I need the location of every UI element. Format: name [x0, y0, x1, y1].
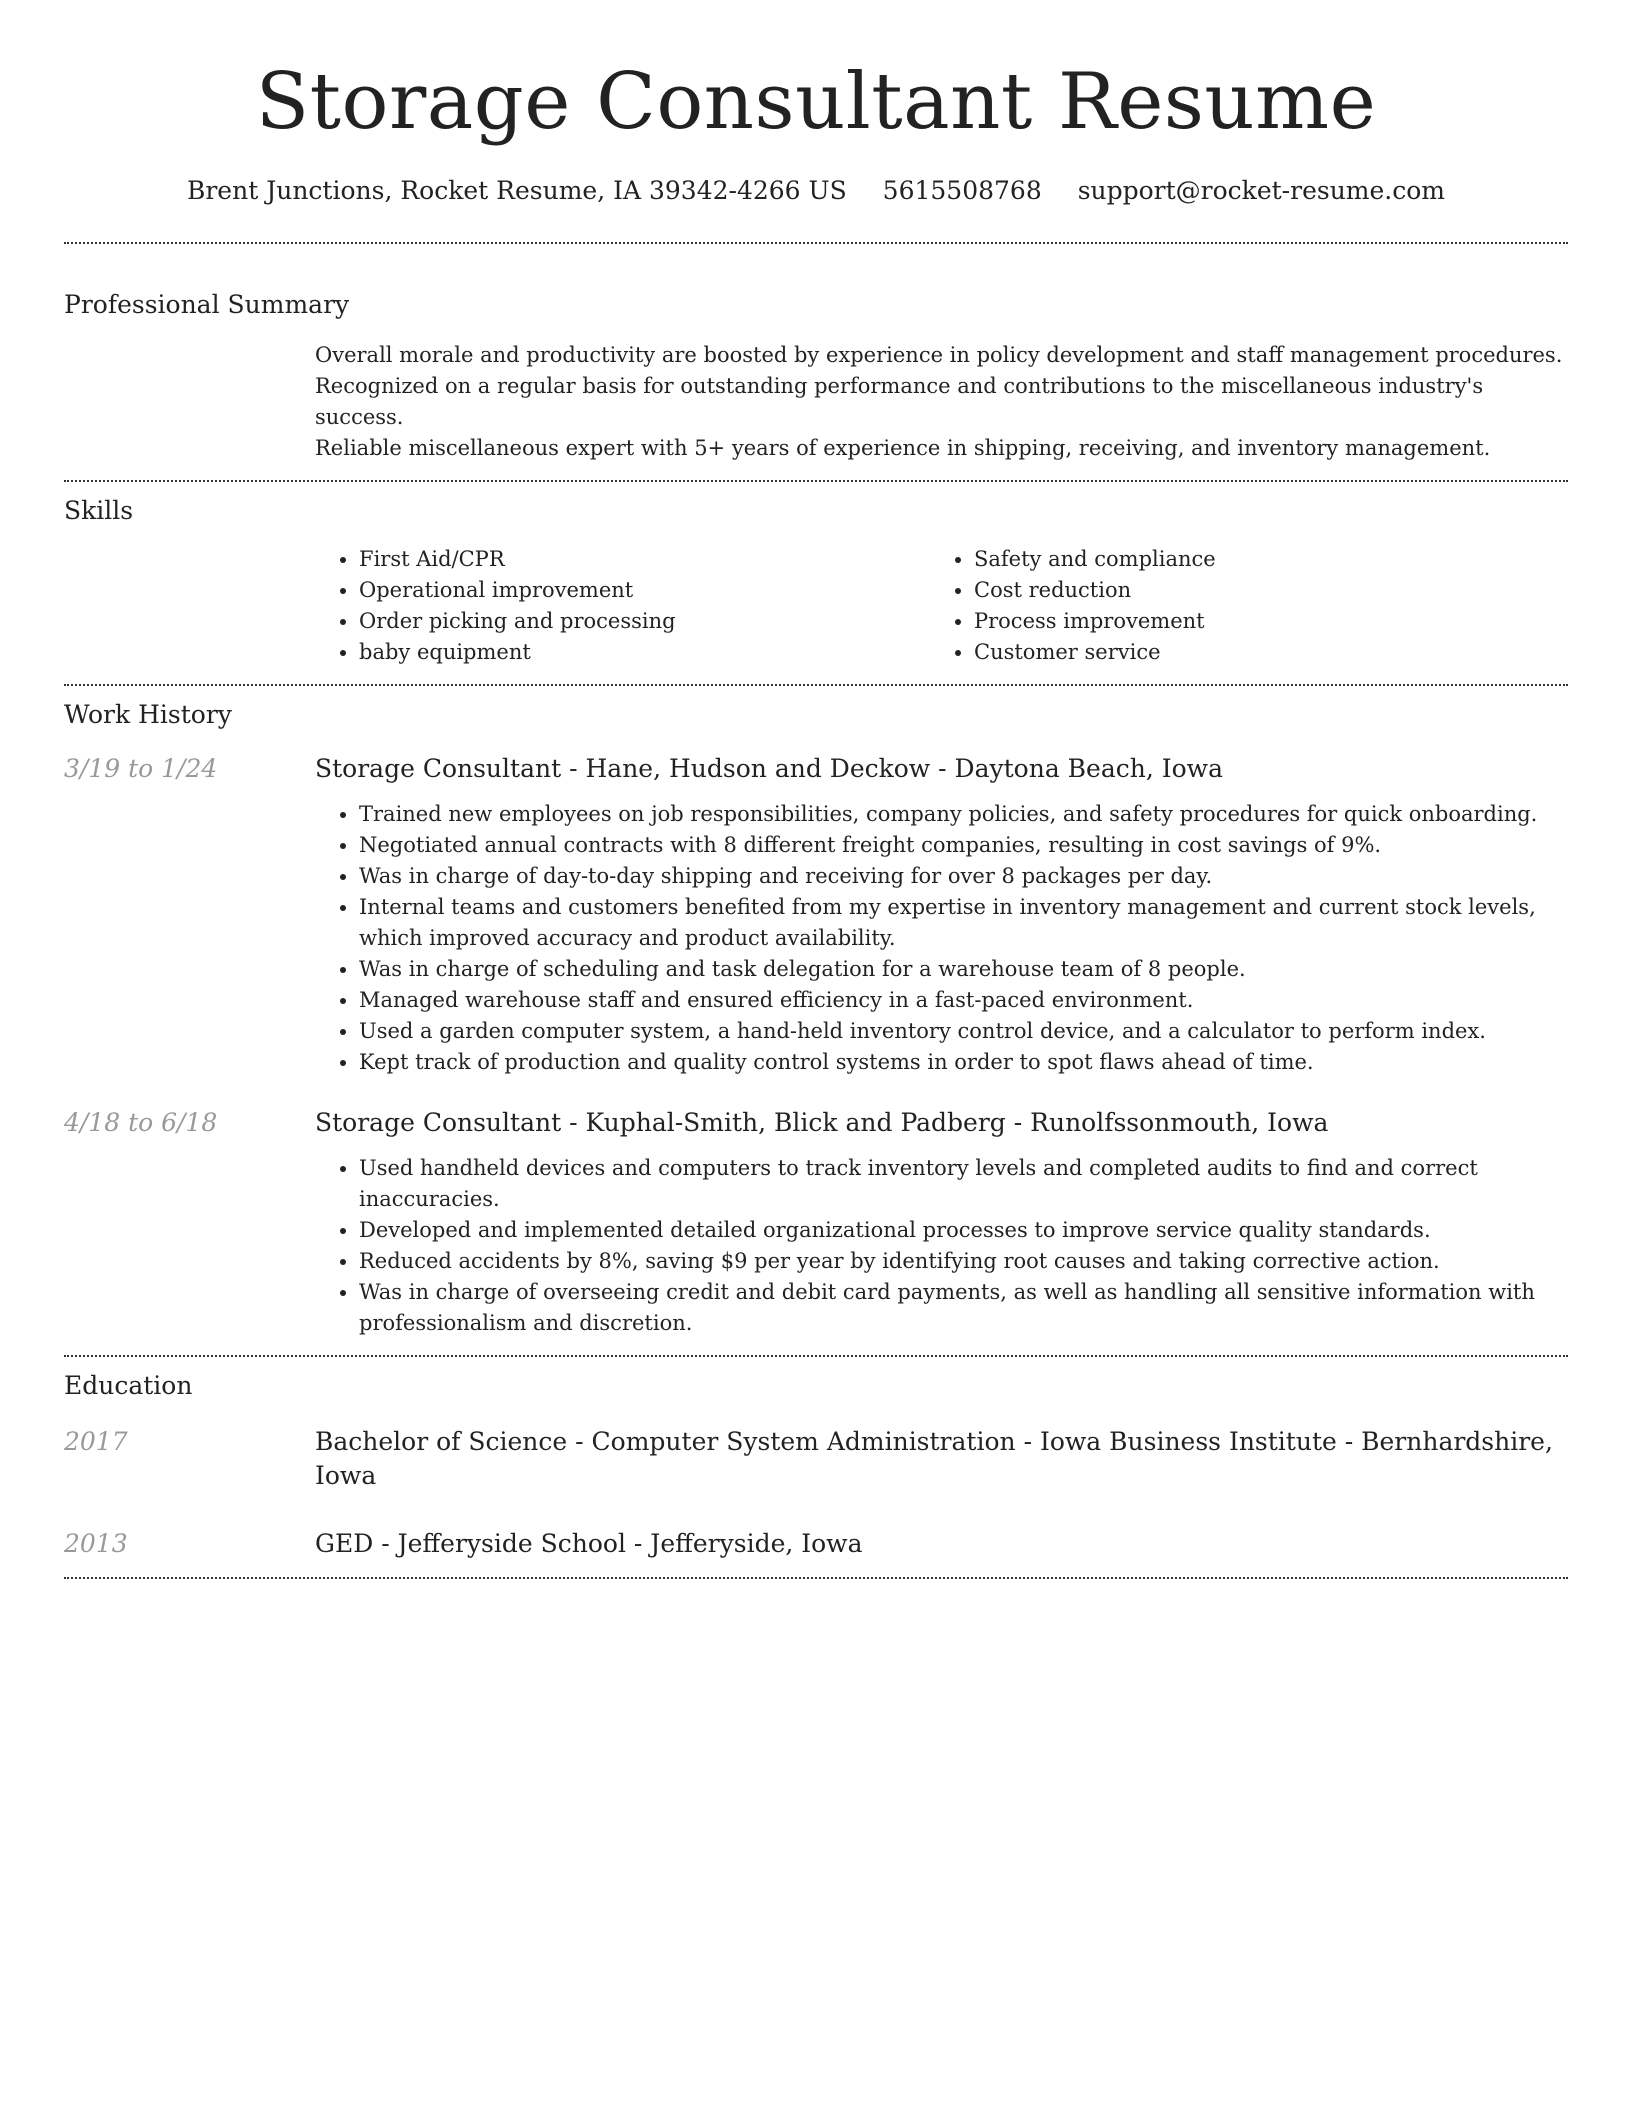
job-bullet: • Kept track of production and quality control systems in order to spot flaws ahead of time.	[359, 1047, 1568, 1078]
contact-phone: 5615508768	[882, 176, 1042, 205]
skill-item: • First Aid/CPR	[359, 544, 930, 575]
work-section	[64, 698, 1568, 1355]
skill-item: • baby equipment	[359, 637, 930, 668]
resume-page	[64, 0, 1568, 1579]
divider	[64, 242, 1568, 244]
job-bullet: • Reduced accidents by 8%, saving $9 per year by identifying root causes and taking corrective action.	[359, 1246, 1568, 1277]
job-date: 4/18 to 6/18	[64, 1108, 218, 1137]
education-entry	[64, 1425, 1568, 1493]
resume-title: Storage Consultant Resume	[255, 57, 1377, 147]
skill-item: • Process improvement	[974, 606, 1545, 637]
summary-heading: Professional Summary	[64, 290, 350, 319]
education-entry	[64, 1527, 1568, 1561]
divider	[64, 480, 1568, 482]
skill-item: • Customer service	[974, 637, 1545, 668]
summary-line: Recognized on a regular basis for outstanding performance and contributions to the miscellaneous industry's success.	[315, 374, 1484, 429]
divider	[64, 1355, 1568, 1357]
contact-line	[64, 174, 1568, 208]
job-employer: - Hane, Hudson and Deckow - Daytona Beach, Iowa	[561, 754, 1223, 783]
skills-grid	[315, 544, 1568, 668]
job-bullets	[315, 799, 1568, 1078]
job-bullet: • Developed and implemented detailed organizational processes to improve service quality standards.	[359, 1215, 1568, 1246]
education-school: - Iowa Business Institute - Bernhardshire, Iowa	[315, 1427, 1553, 1490]
job-role: Storage Consultant	[315, 1108, 562, 1137]
summary-line: Overall morale and productivity are boosted by experience in policy development and staff management procedures.	[315, 343, 1563, 367]
job-bullet: • Internal teams and customers benefited from my expertise in inventory management and current stock levels, which improved accuracy and product availability.	[359, 892, 1568, 954]
job-bullet: • Was in charge of overseeing credit and debit card payments, as well as handling all sensitive information with professionalism and discretion.	[359, 1277, 1568, 1339]
skills-list-left	[315, 544, 930, 668]
skills-heading: Skills	[64, 496, 134, 525]
job-bullet: • Used handheld devices and computers to track inventory levels and completed audits to find and correct inaccuracies.	[359, 1153, 1568, 1215]
skills-list-right	[930, 544, 1545, 668]
skill-item: • Order picking and processing	[359, 606, 930, 637]
work-heading: Work History	[64, 700, 232, 729]
job-heading	[315, 752, 1568, 786]
skills-section	[64, 494, 1568, 668]
job-employer: - Kuphal-Smith, Blick and Padberg - Runolfssonmouth, Iowa	[561, 1108, 1329, 1137]
job-heading	[315, 1106, 1568, 1140]
job-bullet: • Was in charge of scheduling and task delegation for a warehouse team of 8 people.	[359, 954, 1568, 985]
skill-item: • Safety and compliance	[974, 544, 1545, 575]
education-heading: Education	[64, 1371, 193, 1400]
job-content	[315, 752, 1568, 1078]
education-content	[315, 1527, 863, 1561]
summary-line: Reliable miscellaneous expert with 5+ years of experience in shipping, receiving, and inventory management.	[315, 436, 1491, 460]
education-date: 2017	[64, 1427, 128, 1456]
job-entry	[64, 1106, 1568, 1355]
contact-address: Brent Junctions, Rocket Resume, IA 39342-4266 US	[186, 176, 847, 205]
divider	[64, 1577, 1568, 1579]
education-degree: Bachelor of Science - Computer System Administration	[315, 1427, 1016, 1456]
job-bullets	[315, 1153, 1568, 1339]
education-degree: GED	[315, 1529, 374, 1558]
job-role: Storage Consultant	[315, 754, 562, 783]
job-bullet: • Negotiated annual contracts with 8 different freight companies, resulting in cost savings of 9%.	[359, 830, 1568, 861]
job-entry	[64, 752, 1568, 1078]
contact-email: support@rocket-resume.com	[1077, 176, 1445, 205]
job-bullet: • Used a garden computer system, a hand-held inventory control device, and a calculator to perform index.	[359, 1016, 1568, 1047]
education-date: 2013	[64, 1529, 128, 1558]
skill-item: • Operational improvement	[359, 575, 930, 606]
divider	[64, 684, 1568, 686]
job-date: 3/19 to 1/24	[64, 754, 218, 783]
job-bullet: • Was in charge of day-to-day shipping and receiving for over 8 packages per day.	[359, 861, 1568, 892]
summary-section	[64, 288, 1568, 464]
education-content	[315, 1425, 1568, 1493]
job-bullet: • Trained new employees on job responsibilities, company policies, and safety procedures for quick onboarding.	[359, 799, 1568, 830]
job-bullet: • Managed warehouse staff and ensured efficiency in a fast-paced environment.	[359, 985, 1568, 1016]
skill-item: • Cost reduction	[974, 575, 1545, 606]
education-school: - Jefferyside School - Jefferyside, Iowa	[373, 1529, 863, 1558]
job-content	[315, 1106, 1568, 1355]
summary-text	[315, 340, 1568, 464]
education-section	[64, 1369, 1568, 1561]
